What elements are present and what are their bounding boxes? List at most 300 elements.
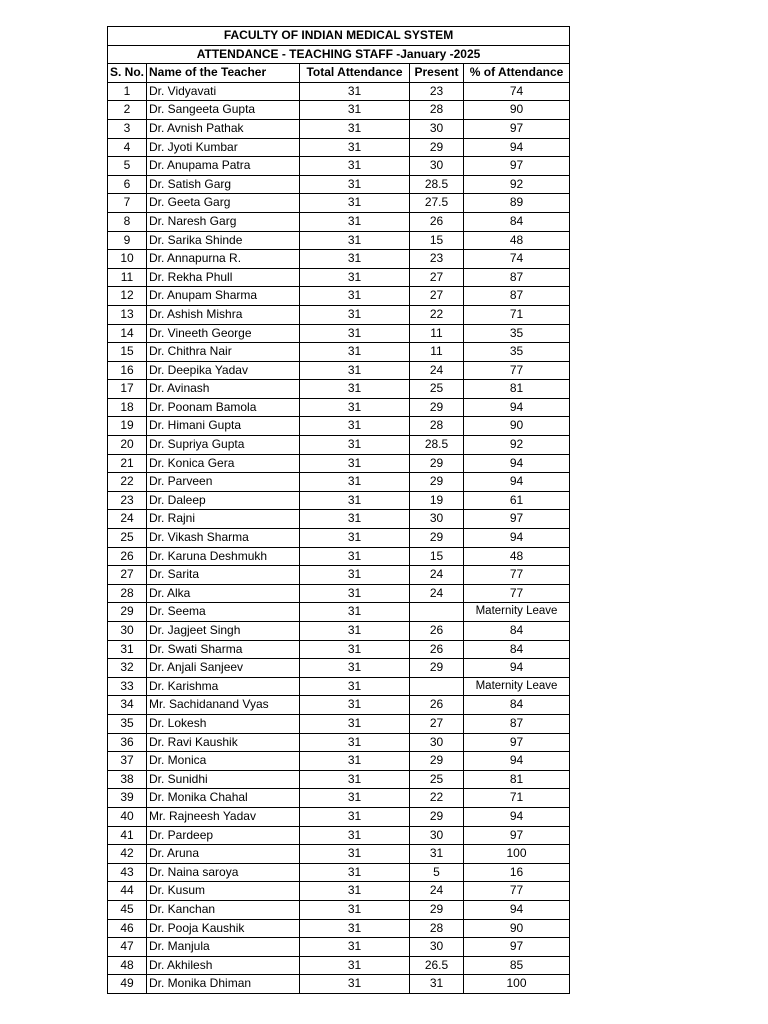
attendance-sheet xyxy=(107,26,569,994)
cell-percent: 94 xyxy=(464,752,570,771)
cell-percent: 94 xyxy=(464,529,570,548)
cell-name: Dr. Ashish Mishra xyxy=(147,305,300,324)
table-row xyxy=(108,231,570,250)
cell-sno: 14 xyxy=(108,324,147,343)
cell-name: Dr. Naina saroya xyxy=(147,863,300,882)
cell-total: 31 xyxy=(300,454,410,473)
table-row xyxy=(108,975,570,994)
table-row xyxy=(108,473,570,492)
cell-sno: 31 xyxy=(108,640,147,659)
cell-sno: 11 xyxy=(108,268,147,287)
cell-sno: 19 xyxy=(108,417,147,436)
cell-name: Dr. Chithra Nair xyxy=(147,343,300,362)
cell-present: 30 xyxy=(410,733,464,752)
cell-percent: 94 xyxy=(464,138,570,157)
cell-sno: 12 xyxy=(108,287,147,306)
cell-total: 31 xyxy=(300,752,410,771)
cell-percent: 100 xyxy=(464,845,570,864)
table-row xyxy=(108,659,570,678)
cell-present: 27 xyxy=(410,268,464,287)
cell-name: Mr. Sachidanand Vyas xyxy=(147,696,300,715)
cell-total: 31 xyxy=(300,417,410,436)
cell-percent: 94 xyxy=(464,807,570,826)
table-row xyxy=(108,398,570,417)
cell-name: Dr. Karishma xyxy=(147,677,300,696)
cell-percent: 97 xyxy=(464,119,570,138)
cell-total: 31 xyxy=(300,807,410,826)
cell-sno: 4 xyxy=(108,138,147,157)
table-row xyxy=(108,436,570,455)
cell-percent: 87 xyxy=(464,714,570,733)
cell-total: 31 xyxy=(300,845,410,864)
cell-percent: 90 xyxy=(464,919,570,938)
cell-present: 24 xyxy=(410,566,464,585)
cell-name: Dr. Avnish Pathak xyxy=(147,119,300,138)
cell-percent: 94 xyxy=(464,454,570,473)
cell-name: Dr. Anupam Sharma xyxy=(147,287,300,306)
table-row xyxy=(108,287,570,306)
cell-percent: 84 xyxy=(464,212,570,231)
cell-present: 29 xyxy=(410,807,464,826)
cell-total: 31 xyxy=(300,826,410,845)
cell-present: 5 xyxy=(410,863,464,882)
cell-sno: 27 xyxy=(108,566,147,585)
cell-name: Dr. Vidyavati xyxy=(147,82,300,101)
cell-percent: 35 xyxy=(464,324,570,343)
table-row xyxy=(108,194,570,213)
table-row xyxy=(108,584,570,603)
column-header-total: Total Attendance xyxy=(300,64,410,83)
cell-sno: 15 xyxy=(108,343,147,362)
table-row xyxy=(108,324,570,343)
cell-name: Dr. Monica xyxy=(147,752,300,771)
cell-percent: 81 xyxy=(464,380,570,399)
table-row xyxy=(108,622,570,641)
cell-percent: 71 xyxy=(464,305,570,324)
cell-sno: 49 xyxy=(108,975,147,994)
cell-present: 26 xyxy=(410,212,464,231)
cell-name: Dr. Alka xyxy=(147,584,300,603)
cell-percent: 84 xyxy=(464,696,570,715)
cell-name: Dr. Satish Garg xyxy=(147,175,300,194)
cell-percent: 94 xyxy=(464,473,570,492)
cell-sno: 34 xyxy=(108,696,147,715)
cell-present: 29 xyxy=(410,398,464,417)
cell-present: 29 xyxy=(410,659,464,678)
cell-total: 31 xyxy=(300,863,410,882)
cell-present: 27 xyxy=(410,714,464,733)
cell-percent: 97 xyxy=(464,938,570,957)
cell-sno: 23 xyxy=(108,491,147,510)
cell-name: Dr. Kusum xyxy=(147,882,300,901)
cell-name: Dr. Sunidhi xyxy=(147,770,300,789)
cell-total: 31 xyxy=(300,361,410,380)
cell-present: 26.5 xyxy=(410,956,464,975)
cell-sno: 1 xyxy=(108,82,147,101)
cell-present xyxy=(410,603,464,622)
cell-total: 31 xyxy=(300,529,410,548)
cell-name: Dr. Vineeth George xyxy=(147,324,300,343)
table-row xyxy=(108,417,570,436)
cell-sno: 25 xyxy=(108,529,147,548)
cell-present: 30 xyxy=(410,826,464,845)
cell-sno: 16 xyxy=(108,361,147,380)
table-row xyxy=(108,454,570,473)
cell-name: Dr. Annapurna R. xyxy=(147,250,300,269)
cell-name: Dr. Swati Sharma xyxy=(147,640,300,659)
table-row xyxy=(108,491,570,510)
cell-name: Dr. Supriya Gupta xyxy=(147,436,300,455)
cell-present: 26 xyxy=(410,622,464,641)
cell-sno: 46 xyxy=(108,919,147,938)
cell-percent: 35 xyxy=(464,343,570,362)
cell-percent: 100 xyxy=(464,975,570,994)
cell-percent: 90 xyxy=(464,417,570,436)
cell-percent: 16 xyxy=(464,863,570,882)
cell-present: 29 xyxy=(410,138,464,157)
cell-total: 31 xyxy=(300,640,410,659)
cell-present: 27.5 xyxy=(410,194,464,213)
cell-percent: 92 xyxy=(464,436,570,455)
cell-sno: 29 xyxy=(108,603,147,622)
cell-sno: 24 xyxy=(108,510,147,529)
table-row xyxy=(108,101,570,120)
table-row xyxy=(108,677,570,696)
cell-total: 31 xyxy=(300,770,410,789)
cell-sno: 33 xyxy=(108,677,147,696)
table-row xyxy=(108,250,570,269)
column-header-sno: S. No. xyxy=(108,64,147,83)
table-row xyxy=(108,343,570,362)
cell-percent: 77 xyxy=(464,584,570,603)
cell-name: Dr. Jyoti Kumbar xyxy=(147,138,300,157)
cell-percent: 48 xyxy=(464,231,570,250)
cell-total: 31 xyxy=(300,212,410,231)
cell-present: 28.5 xyxy=(410,175,464,194)
cell-present: 31 xyxy=(410,845,464,864)
cell-sno: 22 xyxy=(108,473,147,492)
cell-sno: 2 xyxy=(108,101,147,120)
cell-total: 31 xyxy=(300,789,410,808)
cell-name: Dr. Naresh Garg xyxy=(147,212,300,231)
cell-name: Dr. Sarika Shinde xyxy=(147,231,300,250)
table-row xyxy=(108,529,570,548)
cell-present: 11 xyxy=(410,324,464,343)
cell-total: 31 xyxy=(300,287,410,306)
cell-total: 31 xyxy=(300,436,410,455)
cell-sno: 20 xyxy=(108,436,147,455)
cell-total: 31 xyxy=(300,343,410,362)
cell-total: 31 xyxy=(300,919,410,938)
cell-present: 29 xyxy=(410,900,464,919)
cell-name: Dr. Akhilesh xyxy=(147,956,300,975)
cell-sno: 47 xyxy=(108,938,147,957)
cell-name: Dr. Himani Gupta xyxy=(147,417,300,436)
cell-sno: 45 xyxy=(108,900,147,919)
cell-total: 31 xyxy=(300,566,410,585)
table-row xyxy=(108,807,570,826)
cell-present: 30 xyxy=(410,157,464,176)
cell-name: Dr. Deepika Yadav xyxy=(147,361,300,380)
cell-name: Dr. Ravi Kaushik xyxy=(147,733,300,752)
cell-present: 29 xyxy=(410,529,464,548)
cell-name: Dr. Monika Dhiman xyxy=(147,975,300,994)
cell-sno: 37 xyxy=(108,752,147,771)
cell-percent: Maternity Leave xyxy=(464,677,570,696)
cell-sno: 17 xyxy=(108,380,147,399)
cell-sno: 21 xyxy=(108,454,147,473)
cell-name: Dr. Kanchan xyxy=(147,900,300,919)
table-row xyxy=(108,919,570,938)
cell-present: 22 xyxy=(410,789,464,808)
cell-name: Dr. Pooja Kaushik xyxy=(147,919,300,938)
cell-sno: 5 xyxy=(108,157,147,176)
cell-present: 30 xyxy=(410,510,464,529)
cell-name: Dr. Monika Chahal xyxy=(147,789,300,808)
cell-total: 31 xyxy=(300,82,410,101)
cell-total: 31 xyxy=(300,491,410,510)
cell-sno: 43 xyxy=(108,863,147,882)
cell-sno: 13 xyxy=(108,305,147,324)
cell-name: Dr. Lokesh xyxy=(147,714,300,733)
table-row xyxy=(108,733,570,752)
table-row xyxy=(108,212,570,231)
cell-present: 24 xyxy=(410,882,464,901)
cell-total: 31 xyxy=(300,119,410,138)
cell-name: Dr. Pardeep xyxy=(147,826,300,845)
cell-sno: 44 xyxy=(108,882,147,901)
cell-present: 26 xyxy=(410,696,464,715)
column-header-present: Present xyxy=(410,64,464,83)
cell-present: 28 xyxy=(410,919,464,938)
cell-present: 29 xyxy=(410,473,464,492)
cell-present: 24 xyxy=(410,361,464,380)
cell-total: 31 xyxy=(300,659,410,678)
cell-percent: 94 xyxy=(464,398,570,417)
table-row xyxy=(108,640,570,659)
cell-total: 31 xyxy=(300,547,410,566)
cell-name: Dr. Poonam Bamola xyxy=(147,398,300,417)
cell-present: 22 xyxy=(410,305,464,324)
table-row xyxy=(108,956,570,975)
cell-name: Dr. Vikash Sharma xyxy=(147,529,300,548)
table-row xyxy=(108,510,570,529)
cell-total: 31 xyxy=(300,473,410,492)
cell-total: 31 xyxy=(300,194,410,213)
cell-total: 31 xyxy=(300,938,410,957)
cell-total: 31 xyxy=(300,900,410,919)
cell-percent: 97 xyxy=(464,733,570,752)
cell-present: 29 xyxy=(410,752,464,771)
cell-total: 31 xyxy=(300,696,410,715)
cell-sno: 9 xyxy=(108,231,147,250)
cell-total: 31 xyxy=(300,380,410,399)
table-body xyxy=(108,82,570,993)
cell-name: Dr. Seema xyxy=(147,603,300,622)
cell-present: 27 xyxy=(410,287,464,306)
table-row xyxy=(108,566,570,585)
cell-percent: 81 xyxy=(464,770,570,789)
cell-percent: 97 xyxy=(464,826,570,845)
cell-sno: 35 xyxy=(108,714,147,733)
cell-percent: 74 xyxy=(464,250,570,269)
cell-present: 25 xyxy=(410,380,464,399)
cell-present: 29 xyxy=(410,454,464,473)
table-row xyxy=(108,826,570,845)
cell-present: 28 xyxy=(410,101,464,120)
table-row xyxy=(108,119,570,138)
cell-percent: 89 xyxy=(464,194,570,213)
cell-sno: 18 xyxy=(108,398,147,417)
cell-present: 15 xyxy=(410,231,464,250)
cell-percent: 74 xyxy=(464,82,570,101)
cell-present: 24 xyxy=(410,584,464,603)
cell-present: 11 xyxy=(410,343,464,362)
cell-total: 31 xyxy=(300,603,410,622)
cell-name: Dr. Avinash xyxy=(147,380,300,399)
cell-name: Dr. Rajni xyxy=(147,510,300,529)
cell-percent: 84 xyxy=(464,622,570,641)
cell-total: 31 xyxy=(300,324,410,343)
cell-sno: 8 xyxy=(108,212,147,231)
cell-percent: 77 xyxy=(464,882,570,901)
cell-total: 31 xyxy=(300,714,410,733)
cell-total: 31 xyxy=(300,975,410,994)
table-row xyxy=(108,882,570,901)
table-row xyxy=(108,380,570,399)
cell-percent: 61 xyxy=(464,491,570,510)
cell-sno: 3 xyxy=(108,119,147,138)
cell-total: 31 xyxy=(300,138,410,157)
cell-name: Dr. Geeta Garg xyxy=(147,194,300,213)
cell-total: 31 xyxy=(300,622,410,641)
table-row xyxy=(108,603,570,622)
cell-total: 31 xyxy=(300,882,410,901)
table-row xyxy=(108,547,570,566)
table-row xyxy=(108,900,570,919)
cell-total: 31 xyxy=(300,101,410,120)
cell-present: 28 xyxy=(410,417,464,436)
cell-present xyxy=(410,677,464,696)
cell-present: 19 xyxy=(410,491,464,510)
cell-name: Dr. Parveen xyxy=(147,473,300,492)
cell-percent: 77 xyxy=(464,361,570,380)
cell-name: Dr. Manjula xyxy=(147,938,300,957)
table-row xyxy=(108,82,570,101)
table-row xyxy=(108,138,570,157)
cell-total: 31 xyxy=(300,305,410,324)
table-row xyxy=(108,714,570,733)
table-row xyxy=(108,770,570,789)
cell-percent: 97 xyxy=(464,157,570,176)
cell-sno: 28 xyxy=(108,584,147,603)
cell-sno: 6 xyxy=(108,175,147,194)
cell-present: 15 xyxy=(410,547,464,566)
cell-total: 31 xyxy=(300,231,410,250)
table-row xyxy=(108,789,570,808)
table-row xyxy=(108,175,570,194)
cell-percent: 85 xyxy=(464,956,570,975)
cell-percent: 48 xyxy=(464,547,570,566)
cell-sno: 42 xyxy=(108,845,147,864)
table-row xyxy=(108,157,570,176)
cell-sno: 30 xyxy=(108,622,147,641)
column-header-percent: % of Attendance xyxy=(464,64,570,83)
cell-percent: 90 xyxy=(464,101,570,120)
table-row xyxy=(108,268,570,287)
cell-total: 31 xyxy=(300,510,410,529)
attendance-table xyxy=(107,26,570,994)
cell-percent: 71 xyxy=(464,789,570,808)
cell-present: 23 xyxy=(410,250,464,269)
cell-percent: 94 xyxy=(464,900,570,919)
cell-total: 31 xyxy=(300,733,410,752)
cell-sno: 10 xyxy=(108,250,147,269)
cell-name: Dr. Anjali Sanjeev xyxy=(147,659,300,678)
cell-total: 31 xyxy=(300,157,410,176)
cell-sno: 48 xyxy=(108,956,147,975)
table-row xyxy=(108,752,570,771)
cell-sno: 39 xyxy=(108,789,147,808)
sheet-subtitle: ATTENDANCE - TEACHING STAFF -January -2025 xyxy=(108,45,570,64)
cell-total: 31 xyxy=(300,175,410,194)
cell-total: 31 xyxy=(300,956,410,975)
cell-total: 31 xyxy=(300,584,410,603)
column-header-name: Name of the Teacher xyxy=(147,64,300,83)
cell-total: 31 xyxy=(300,677,410,696)
cell-name: Dr. Rekha Phull xyxy=(147,268,300,287)
cell-name: Dr. Jagjeet Singh xyxy=(147,622,300,641)
cell-percent: 94 xyxy=(464,659,570,678)
cell-total: 31 xyxy=(300,398,410,417)
cell-name: Mr. Rajneesh Yadav xyxy=(147,807,300,826)
cell-present: 25 xyxy=(410,770,464,789)
cell-present: 30 xyxy=(410,938,464,957)
cell-total: 31 xyxy=(300,268,410,287)
cell-sno: 38 xyxy=(108,770,147,789)
table-row xyxy=(108,696,570,715)
cell-sno: 40 xyxy=(108,807,147,826)
column-header-row xyxy=(108,64,570,83)
cell-name: Dr. Konica Gera xyxy=(147,454,300,473)
cell-sno: 41 xyxy=(108,826,147,845)
cell-percent: 97 xyxy=(464,510,570,529)
cell-name: Dr. Daleep xyxy=(147,491,300,510)
cell-percent: Maternity Leave xyxy=(464,603,570,622)
cell-present: 28.5 xyxy=(410,436,464,455)
cell-name: Dr. Karuna Deshmukh xyxy=(147,547,300,566)
table-row xyxy=(108,305,570,324)
cell-percent: 87 xyxy=(464,287,570,306)
table-row xyxy=(108,845,570,864)
sheet-title: FACULTY OF INDIAN MEDICAL SYSTEM xyxy=(108,27,570,46)
table-row xyxy=(108,938,570,957)
cell-sno: 36 xyxy=(108,733,147,752)
cell-name: Dr. Sangeeta Gupta xyxy=(147,101,300,120)
cell-percent: 87 xyxy=(464,268,570,287)
cell-present: 31 xyxy=(410,975,464,994)
cell-name: Dr. Aruna xyxy=(147,845,300,864)
table-row xyxy=(108,863,570,882)
cell-name: Dr. Anupama Patra xyxy=(147,157,300,176)
cell-total: 31 xyxy=(300,250,410,269)
cell-sno: 26 xyxy=(108,547,147,566)
cell-present: 23 xyxy=(410,82,464,101)
cell-present: 26 xyxy=(410,640,464,659)
table-row xyxy=(108,361,570,380)
cell-name: Dr. Sarita xyxy=(147,566,300,585)
cell-percent: 84 xyxy=(464,640,570,659)
